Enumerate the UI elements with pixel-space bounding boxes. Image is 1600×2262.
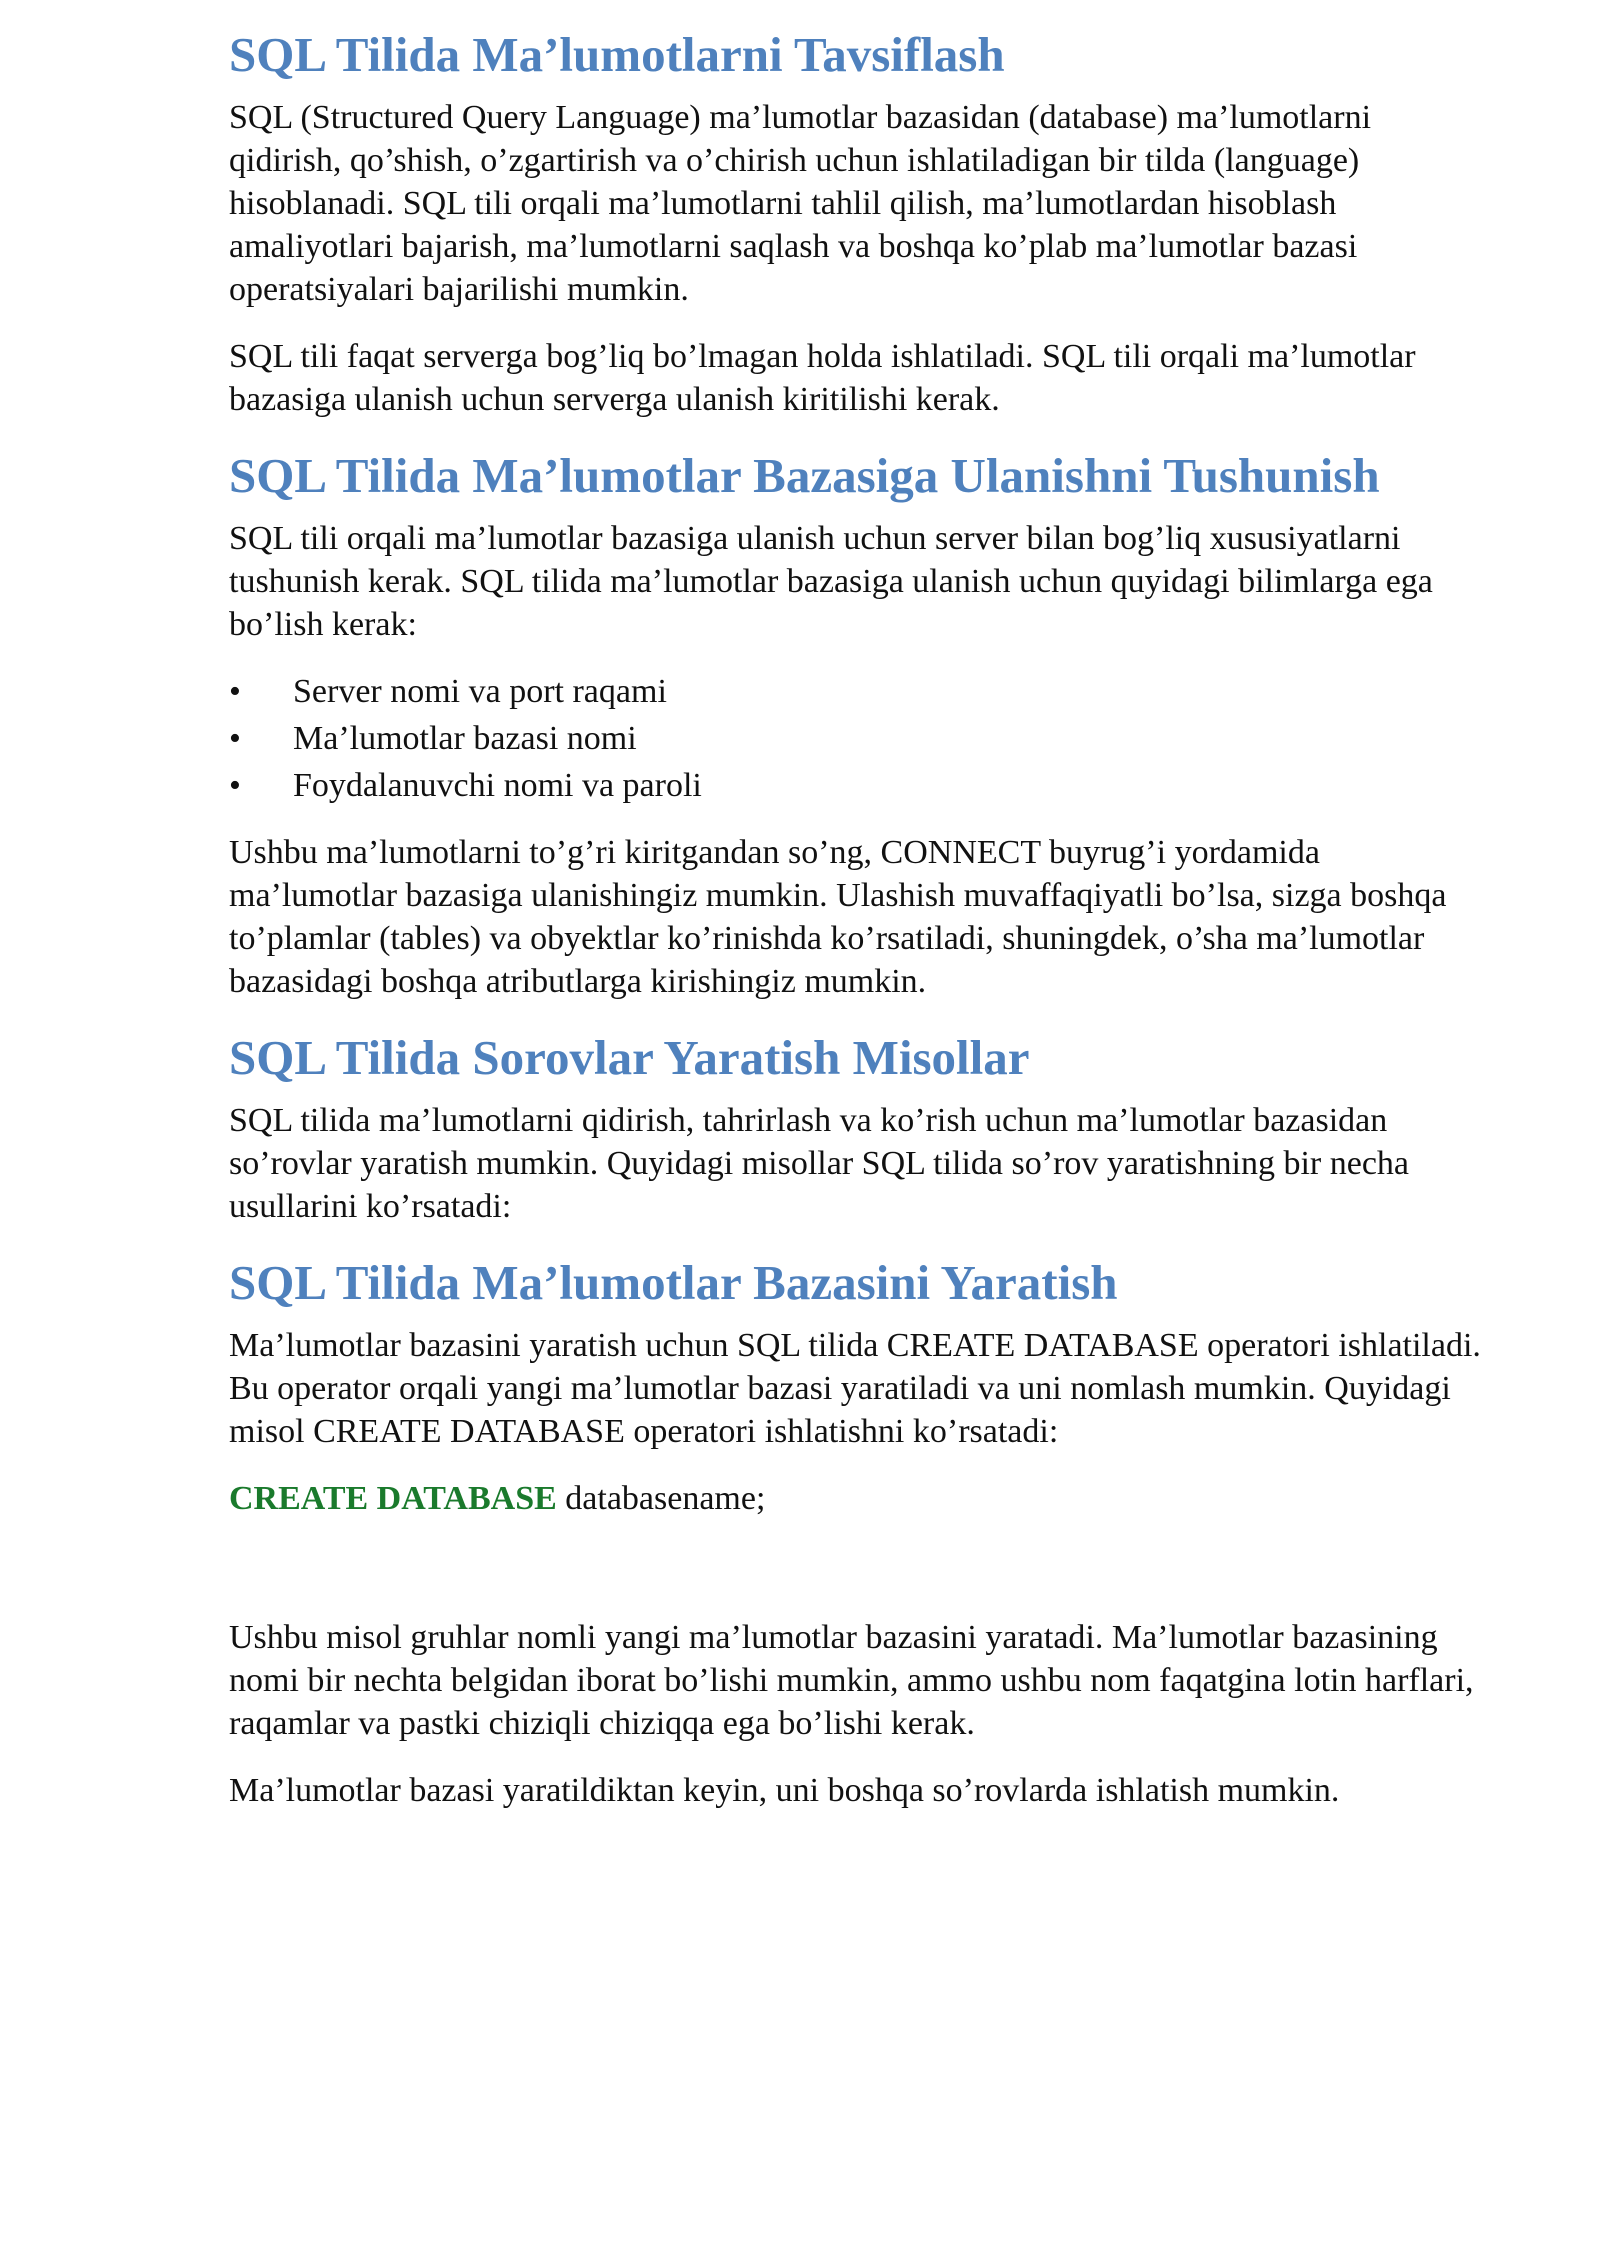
heading-yaratish: SQL Tilida Ma’lumotlar Bazasini Yaratish	[229, 1255, 1118, 1310]
paragraph-server-usage: SQL tili faqat serverga bog’liq bo’lmagan holda ishlatiladi. SQL tili orqali ma’lumotlar bazasiga ulanish uchun serverga ulanish kiritilishi kerak.	[229, 338, 1416, 418]
bullet-list	[229, 670, 1489, 807]
list-item	[229, 764, 1489, 807]
list-item-text: Ma’lumotlar bazasi nomi	[293, 720, 637, 757]
list-item	[229, 670, 1489, 713]
heading-tavsiflash: SQL Tilida Ma’lumotlarni Tavsiflash	[229, 27, 1005, 82]
paragraph-connect: Ushbu ma’lumotlarni to’g’ri kiritgandan so’ng, CONNECT buyrug’i yordamida ma’lumotlar bazasiga ulanishingiz mumkin. Ulashish muvaffaqiyatli bo’lsa, sizga boshqa to’plamlar (tables) va obyektlar ko’rinishda ko’rsatiladi, shuningdek, o’sha ma’lumotlar bazasidagi boshqa atributlarga kirishingiz mumkin.	[229, 834, 1447, 1000]
paragraph-usage-after: Ma’lumotlar bazasi yaratildiktan keyin, uni boshqa so’rovlarda ishlatish mumkin.	[229, 1772, 1340, 1809]
document-page	[229, 24, 1489, 1836]
list-item-text: Foydalanuvchi nomi va paroli	[293, 767, 702, 804]
code-keyword: CREATE DATABASE	[229, 1480, 557, 1517]
paragraph-sorovlar: SQL tilida ma’lumotlarni qidirish, tahrirlash va ko’rish uchun ma’lumotlar bazasidan so’rovlar yaratish mumkin. Quyidagi misollar SQL tilida so’rov yaratishning bir necha usullarini ko’rsatadi:	[229, 1102, 1410, 1225]
paragraph-sql-definition: SQL (Structured Query Language) ma’lumotlar bazasidan (database) ma’lumotlarni qidirish, qo’shish, o’zgartirish va o’chirish uchun ishlatiladigan bir tilda (language) hisoblanadi. SQL tili orqali ma’lumotlarni tahlil qilish, ma’lumotlardan hisoblash amaliyotlari bajarish, ma’lumotlarni saqlash va boshqa ko’plab ma’lumotlar bazasi operatsiyalari bajarilishi mumkin.	[229, 99, 1372, 308]
heading-ulanish: SQL Tilida Ma’lumotlar Bazasiga Ulanishni Tushunish	[229, 448, 1380, 503]
paragraph-database-name: Ushbu misol gruhlar nomli yangi ma’lumotlar bazasini yaratadi. Ma’lumotlar bazasining nomi bir nechta belgidan iborat bo’lishi mumkin, ammo ushbu nom faqatgina lotin harflari, raqamlar va pastki chiziqli chiziqqa ega bo’lishi kerak.	[229, 1619, 1474, 1742]
paragraph-create-intro: Ma’lumotlar bazasini yaratish uchun SQL tilida CREATE DATABASE operatori ishlatiladi. Bu operator orqali yangi ma’lumotlar bazasi yaratiladi va uni nomlash mumkin. Quyidagi misol CREATE DATABASE operatori ishlatishni ko’rsatadi:	[229, 1327, 1481, 1450]
code-example	[229, 1477, 1489, 1520]
bullet-icon: •	[229, 720, 241, 757]
list-item	[229, 717, 1489, 760]
code-rest: databasename;	[556, 1480, 766, 1517]
list-item-text: Server nomi va port raqami	[293, 673, 667, 710]
paragraph-ulanish-intro: SQL tili orqali ma’lumotlar bazasiga ulanish uchun server bilan bog’liq xususiyatlarni tushunish kerak. SQL tilida ma’lumotlar bazasiga ulanish uchun quyidagi bilimlarga ega bo’lish kerak:	[229, 520, 1433, 643]
bullet-icon: •	[229, 673, 241, 710]
heading-sorovlar: SQL Tilida Sorovlar Yaratish Misollar	[229, 1030, 1030, 1085]
bullet-icon: •	[229, 767, 241, 804]
